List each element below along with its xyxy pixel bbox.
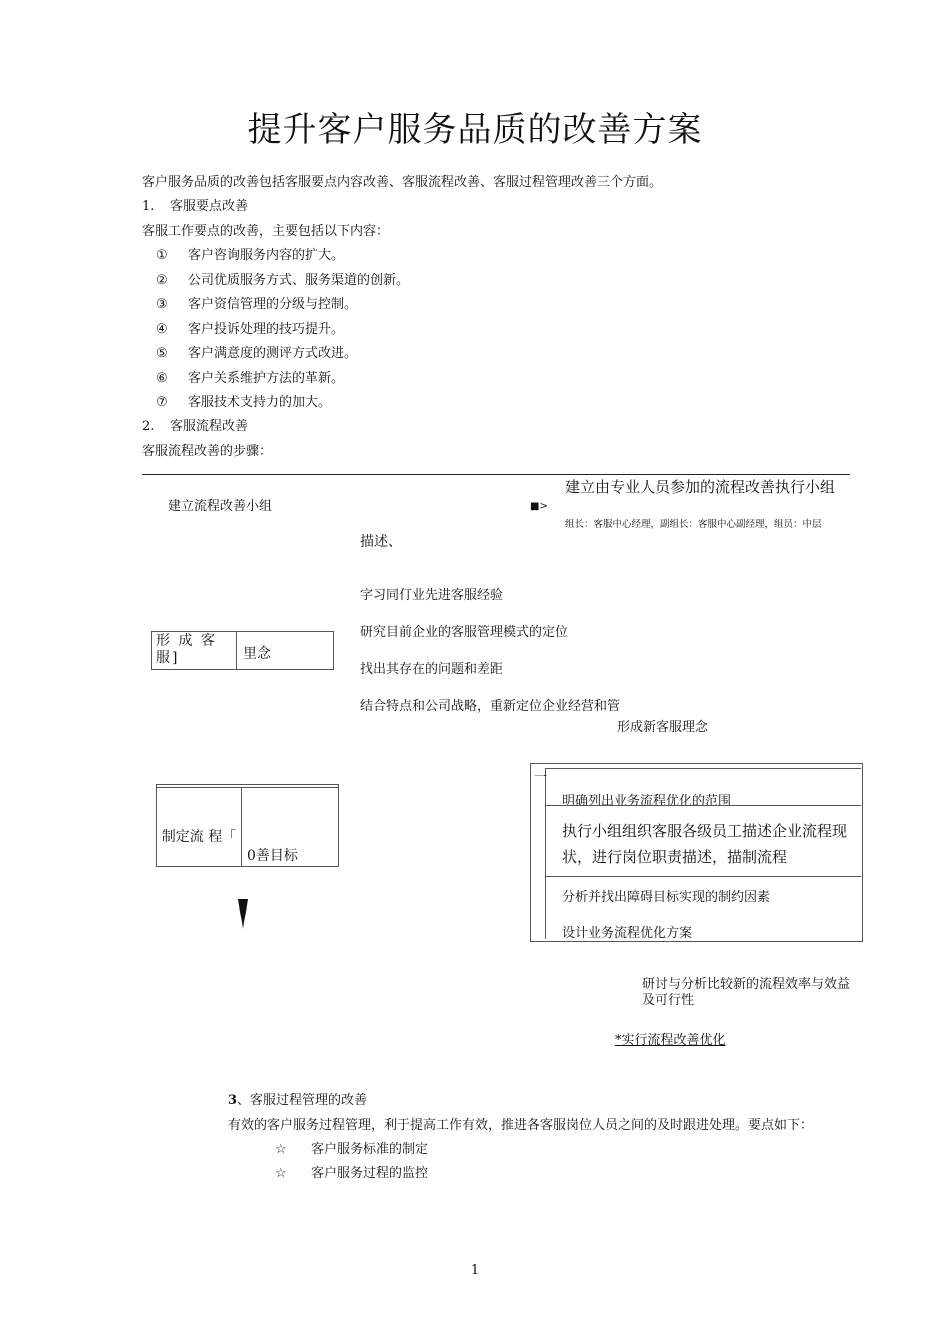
flow-step1-desc: 建立由专业人员参加的流程改善执行小组 (565, 478, 836, 496)
star-icon: ☆ (275, 1166, 287, 1181)
list-item (275, 1162, 428, 1181)
section1-heading (142, 195, 248, 214)
flow-research2: 研讨与分析比较新的流程效率与效益及可行性 (642, 977, 851, 1008)
item-text: 客户关系维护方法的革新。 (188, 371, 345, 386)
item-text: 客户投诉处理的技巧提升。 (188, 322, 345, 337)
rbox-separator1 (545, 805, 861, 806)
target-box-left: 制定流 程「 (161, 829, 237, 845)
item-marker: ④ (156, 322, 168, 337)
list-item (156, 342, 357, 361)
target-box-divider (241, 787, 242, 867)
target-box-topline (156, 787, 339, 788)
item-text: 客户资信管理的分级与控制。 (188, 297, 358, 312)
item-text: 客户服务标准的制定 (311, 1142, 429, 1157)
intro-paragraph: 客户服务品质的改善包括客服要点内容改善、客服流程改善、客服过程管理改善三个方面。 (142, 175, 663, 190)
item-marker: ⑦ (156, 395, 168, 410)
arrow-icon: ■> (530, 501, 548, 512)
list-item (156, 391, 331, 410)
corner-mark: 一 (534, 770, 548, 785)
item-text: 客服技术支持力的加大。 (188, 395, 332, 410)
flow-describe: 描述、 (360, 534, 402, 550)
section3-number: 3 (228, 1093, 238, 1108)
list-item (156, 269, 409, 288)
section1-title: 客服要点改善 (170, 199, 249, 214)
list-item (156, 367, 344, 386)
item-marker: ⑥ (156, 371, 168, 386)
section1-lead: 客服工作要点的改善，主要包括以下内容： (142, 224, 390, 239)
flow-step1-members: 组长：客服中心经理，副组长：客服中心副经理，组员：中层 (565, 519, 822, 530)
rbox-line2: 执行小组组织客服各级员工描述企业流程现状，进行岗位职责描述，描制流程 (562, 822, 848, 866)
section3-title: 、客服过程管理的改善 (237, 1093, 368, 1108)
concept-box-right: 里念 (243, 646, 271, 662)
item-text: 客户咨询服务内容的扩大。 (188, 248, 345, 263)
section3-heading (228, 1089, 367, 1108)
flow-step1-label: 建立流程改善小组 (168, 499, 273, 514)
section3-lead: 有效的客户服务过程管理，利于提高工作有效，推进各客服岗位人员之间的及时跟进处理。要点如下： (228, 1118, 814, 1133)
concept-box-divider (236, 631, 237, 670)
rbox-separator2 (545, 876, 861, 877)
list-item (156, 293, 357, 312)
list-item (156, 318, 344, 337)
flow-implement: *实行流程改善优化 (615, 1033, 726, 1048)
rbox-line3: 分析并找出障碍目标实现的制约因素 (562, 890, 771, 905)
item-marker: ① (156, 248, 168, 263)
section2-lead: 客服流程改善的步骤： (142, 444, 273, 459)
item-marker: ⑤ (156, 346, 168, 361)
item-text: 客户服务过程的监控 (311, 1166, 429, 1181)
section2-heading (142, 415, 248, 434)
down-arrow-icon (236, 898, 250, 930)
section2-number: 2. (142, 419, 155, 434)
item-marker: ③ (156, 297, 168, 312)
rbox-line4: 设计业务流程优化方案 (562, 926, 693, 941)
section2-title: 客服流程改善 (170, 419, 249, 434)
page-number: 1 (470, 1263, 480, 1278)
list-item (156, 244, 344, 263)
item-text: 公司优质服务方式、服务渠道的创新。 (188, 273, 410, 288)
flow-learn: 字习同仃业先进客服经验 (360, 588, 504, 603)
star-icon: ☆ (275, 1142, 287, 1157)
flow-research: 研究目前企业的客服管理模式的定位 (360, 625, 569, 640)
target-box-right: 0善目标 (247, 848, 298, 864)
rbox-line1: 明确列出业务流程优化的范围 (562, 794, 732, 809)
flow-form-new-concept: 形成新客服理念 (617, 720, 709, 735)
document-title: 提升客户服务品质的改善方案 (247, 110, 703, 150)
divider-line (142, 474, 850, 475)
section1-number: 1. (142, 199, 155, 214)
item-marker: ② (156, 273, 168, 288)
flow-combine: 结合特点和公司战略，重新定位企业经营和管 (360, 699, 621, 714)
item-text: 客户满意度的测评方式改进。 (188, 346, 358, 361)
flow-find-gaps: 找出其存在的问题和差距 (360, 662, 504, 677)
concept-box-left: 形 成 客 服] (156, 633, 217, 666)
list-item (275, 1138, 428, 1157)
